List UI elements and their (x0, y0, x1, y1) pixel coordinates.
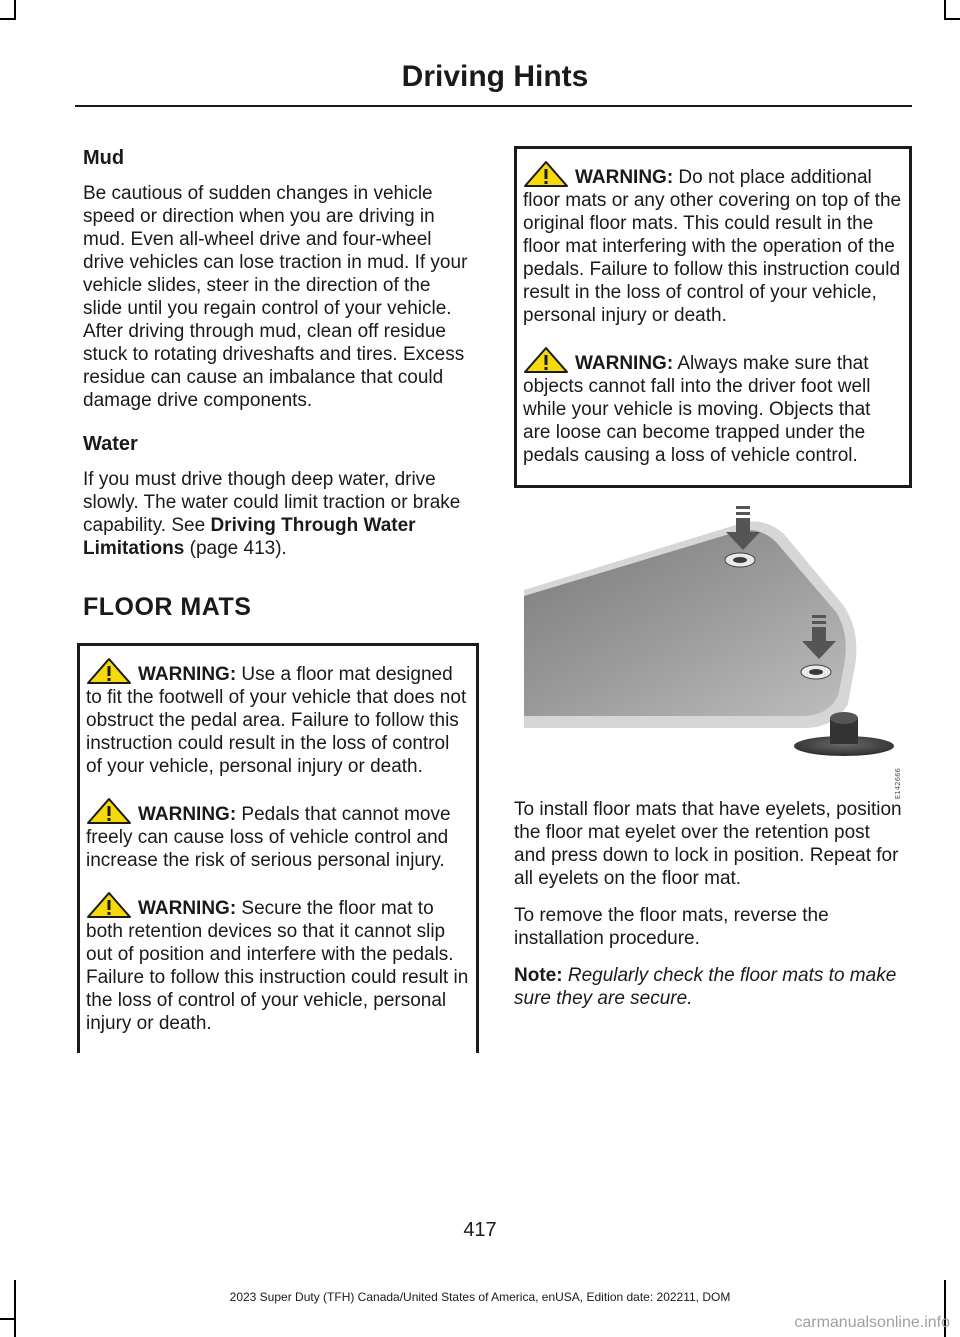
crop-mark (944, 18, 960, 20)
warning-triangle-icon (86, 892, 132, 918)
warning-item (86, 892, 470, 1035)
warning-item (523, 161, 903, 327)
warning-triangle-icon (523, 347, 569, 373)
warning-label: WARNING: (575, 353, 674, 374)
mud-paragraph: Be cautious of sudden changes in vehicle speed or direction when you are driving in mud. Even all-wheel drive and four-wheel drive vehicles can lose traction in mud. If your vehicle slides, steer in the direction of the slide until you regain control of your vehicle. After driving through mud, clean off residue stuck to rotating driveshafts and tires. Excess residue can cause an imbalance that could damage drive components. (83, 183, 468, 411)
warning-box (77, 643, 479, 1053)
crop-mark (0, 1318, 16, 1320)
remove-paragraph: To remove the floor mats, reverse the installation procedure. (514, 905, 829, 949)
crop-mark (14, 0, 16, 20)
figure-code: E142666 (894, 768, 902, 800)
floor-mat-diagram (514, 506, 906, 800)
warning-triangle-icon (86, 658, 132, 684)
warning-triangle-icon (86, 798, 132, 824)
warning-text: Always make sure that objects cannot fall into the driver foot well while your vehicle is moving. Objects that are loose can become trapped under the pedals causing a loss of vehicle control. (523, 353, 871, 466)
water-text: If you must drive though deep water, drive slowly. The water could limit traction or brake capability. See (83, 469, 461, 536)
warning-text: Secure the floor mat to both retention devices so that it cannot slip out of position and interfere with the pedals. Failure to follow this instruction could result in the loss of control of your vehicle, personal injury or death. (86, 898, 469, 1034)
note-paragraph (514, 964, 906, 1010)
warning-box (514, 146, 912, 488)
warning-item (86, 798, 470, 872)
header-divider (75, 105, 912, 107)
section-title: FLOOR MATS (83, 593, 252, 621)
warning-text: Do not place additional floor mats or any other covering on top of the original floor mats. This could result in the floor mat interfering with the operation of the pedals. Failure to follow this instruction could result in the loss of control of your vehicle, personal injury or death. (523, 167, 902, 326)
warning-text: Pedals that cannot move freely can cause loss of vehicle control and increase the risk of serious personal injury. (86, 804, 451, 871)
install-paragraph: To install floor mats that have eyelets, position the floor mat eyelet over the retention post and press down to lock in position. Repeat for all eyelets on the floor mat. (514, 799, 902, 889)
water-limitations-link[interactable]: Driving Through Water Limitations (83, 515, 416, 559)
left-column (83, 146, 473, 1053)
warning-item (86, 658, 470, 778)
crop-mark (0, 18, 16, 20)
page-number: 417 (463, 1219, 497, 1241)
page-title: Driving Hints (401, 60, 589, 93)
crop-mark (14, 1280, 16, 1337)
right-column (514, 146, 906, 1024)
water-heading: Water (83, 433, 138, 455)
note-text: Regularly check the floor mats to make sure they are secure. (514, 965, 897, 1009)
water-page-ref: (page 413). (184, 538, 287, 559)
edition-footer: 2023 Super Duty (TFH) Canada/United States of America, enUSA, Edition date: 202211, DOM (229, 1290, 731, 1304)
floor-mat-illustration (514, 506, 906, 800)
warning-label: WARNING: (575, 167, 674, 188)
warning-label: WARNING: (138, 898, 237, 919)
mud-heading: Mud (83, 147, 125, 169)
watermark: carmanualsonline.info (794, 1314, 950, 1331)
warning-label: WARNING: (138, 804, 237, 825)
warning-triangle-icon (523, 161, 569, 187)
crop-mark (944, 0, 946, 20)
warning-text: Use a floor mat designed to fit the footwell of your vehicle that does not obstruct the pedal area. Failure to follow this instruction could result in the loss of control of your vehicle, personal injury or death. (86, 664, 467, 777)
note-label: Note: (514, 965, 563, 986)
water-paragraph (83, 468, 473, 560)
warning-item (523, 347, 903, 467)
warning-label: WARNING: (138, 664, 237, 685)
